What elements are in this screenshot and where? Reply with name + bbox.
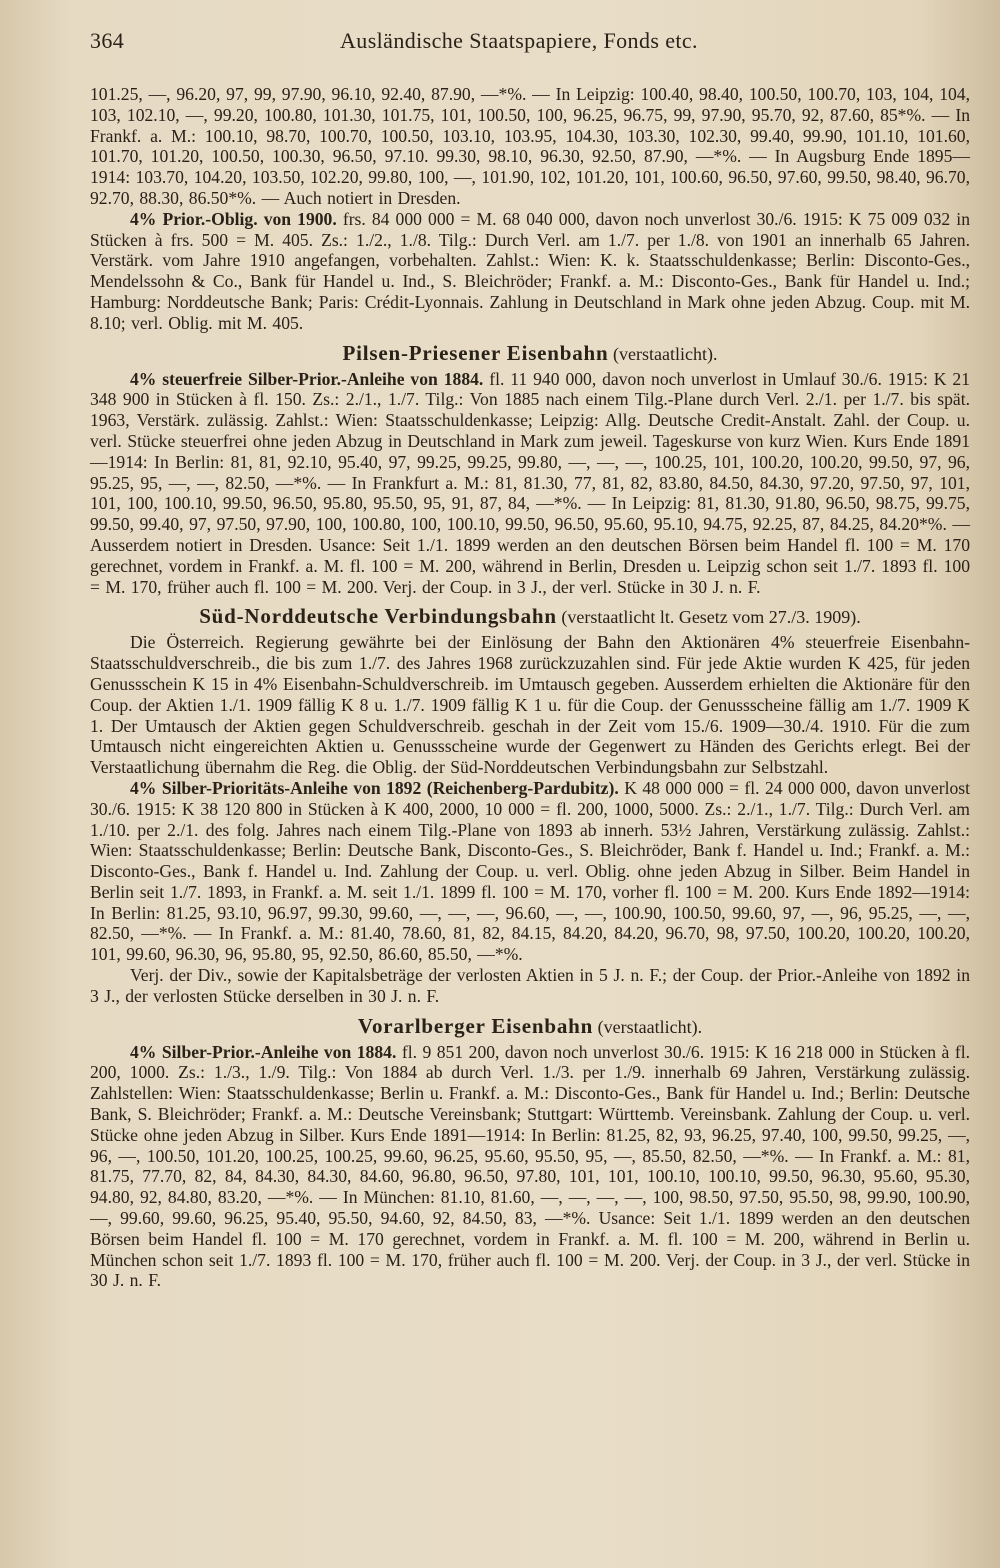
page-number: 364 <box>90 28 125 53</box>
section-paragraph-text: K 48 000 000 = fl. 24 000 000, davon unverlost 30./6. 1915: K 38 120 800 in Stücken à K 400, 2000, 10 000 = fl. 200, 1000, 5000. Zs.: 2./1., 1./7. Tilg.: Durch Verl. am 1./10. per 2./1. des folg. Jahres nach einem Tilg.-Plane von 1893 ab innerh. 53½ Jahren, Verstärkung zulässig. Zahlst.: Wien: Staatsschuldenkasse; Berlin: Deutsche Bank, Disconto-Ges., S. Bleichröder, Bank f. Handel u. Ind.; Frankf. a. M.: Disconto-Ges., Bank f. Handel u. Ind. Zahlung der Coup. u. verl. Oblig. ohne jeden Abzug in Silber. Beim Handel in Berlin seit 1./7. 1893, in Frankf. a. M. seit 1./1. 1899 fl. 100 = M. 170, vorher fl. 100 = M. 200. Kurs Ende 1892—1914: In Berlin: 81.25, 93.10, 96.97, 99.30, 99.60, —, —, —, 96.60, —, —, 100.90, 100.50, 99.60, 97, —, 96, 95.25, —, —, 82.50, —*%. — In Frankf. a. M.: 81.40, 78.60, 81, 82, 84.15, 84.20, 84.20, 96.70, 98, 97.50, 100.20, 100.20, 100.20, 101, 99.60, 96.30, 96, 95.80, 95, 92.50, 86.60, 85.50, —*%. <box>90 777 970 965</box>
intro-paragraph-2 <box>90 209 970 334</box>
section-paragraph-text: fl. 9 851 200, davon noch unverlost 30./6. 1915: K 16 218 000 in Stücken à fl. 200, 1000. Zs.: 1./3., 1./9. Tilg.: Von 1884 ab durch Verl. 1./3. per 1./9. innerhalb 69 Jahren, Verstärkung zulässig. Zahlstellen: Wien: Staatsschuldenkasse; Berlin u. Frankf. a. M.: Disconto-Ges., Bank für Handel u. Ind.; Berlin: Deutsche Bank, S. Bleichröder; Frankf. a. M.: Deutsche Vereinsbank; Stuttgart: Württemb. Vereinsbank. Zahlung der Coup. u. verl. Stücke ohne jeden Abzug in Silber. Kurs Ende 1891—1914: In Berlin: 81.25, 82, 93, 96.25, 97.40, 100, 99.50, 99.25, —, 96, —, 100.50, 101.20, 100.25, 100.25, 99.60, 96.25, 95.60, 95.50, 95, —, 85.50, 82.50, —*%. — In Frankf. a. M.: 81, 81.75, 77.70, 82, 84, 84.30, 84.30, 84.60, 96.80, 96.50, 97.80, 101, 101, 100.10, 100.10, 99.50, 96.30, 95.60, 95.30, 94.80, 92, 84.80, 83.20, —*%. — In München: 81.10, 81.60, —, —, —, —, 100, 98.50, 97.50, 95.50, 98, 99.90, 100.90, —, 99.60, 99.60, 96.25, 95.40, 95.50, 94.60, 92, 84.50, 83, —*%. Usance: Seit 1./1. 1899 werden an den deutschen Börsen beim Handel fl. 100 = M. 170 gerechnet, vordem in Frankf. a. M. fl. 100 = M. 200, während in Berlin u. München schon seit 1./7. 1893 fl. 100 = M. 170, früher auch fl. 100 = M. 200. Verj. der Coup. in 3 J., der verl. Stücke in 30 J. n. F. <box>90 1041 970 1291</box>
section-heading-vorarlberger <box>90 1015 970 1038</box>
section-note: (verstaatlicht). <box>593 1016 703 1037</box>
section-paragraph-lead: 4% steuerfreie Silber-Prior.-Anleihe von 1884. <box>130 368 484 389</box>
section-paragraph-lead: 4% Silber-Prioritäts-Anleihe von 1892 (Reichenberg-Pardubitz). <box>130 777 619 798</box>
section-paragraph: Verj. der Div., sowie der Kapitalsbeträge der verlosten Aktien in 5 J. n. F.; der Coup. der Prior.-Anleihe von 1892 in 3 J., der verlosten Stücke derselben in 30 J. n. F. <box>90 965 970 1006</box>
intro-paragraph-2-text: frs. 84 000 000 = M. 68 040 000, davon noch unverlost 30./6. 1915: K 75 009 032 in Stücken à frs. 500 = M. 405. Zs.: 1./2., 1./8. Tilg.: Durch Verl. am 1./7. per 1./8. von 1901 an innerhalb 65 Jahren. Verstärk. vom Jahre 1910 angefangen, vorbehalten. Zahlst.: Wien: K. k. Staatsschuldenkasse; Berlin: Disconto-Ges., Mendelssohn & Co., Bank für Handel u. Ind., S. Bleichröder; Frankf. a. M.: Disconto-Ges., Bank für Handel u. Ind.; Hamburg: Norddeutsche Bank; Paris: Crédit-Lyonnais. Zahlung in Deutschland in Mark ohne jeden Abzug. Coup. mit M. 8.10; verl. Oblig. mit M. 405. <box>90 208 970 333</box>
section-heading-pilsen <box>90 342 970 365</box>
section-title: Pilsen-Priesener Eisenbahn <box>342 340 609 365</box>
section-heading-sued-norddeutsche <box>90 605 970 628</box>
section-paragraph-lead: 4% Silber-Prior.-Anleihe von 1884. <box>130 1041 397 1062</box>
section-note: (verstaatlicht). <box>608 343 718 364</box>
section-paragraph <box>90 778 970 965</box>
section-paragraph-text: fl. 11 940 000, davon noch unverlost in Umlauf 30./6. 1915: K 21 348 900 in Stücken à fl. 150. Zs.: 2./1., 1./7. Tilg.: Von 1885 nach einem Tilg.-Plane durch Verl. 2./1. per 1./7. bis spät. 1963, Verstärk. zulässig. Zahlst.: Wien: Staatsschuldenkasse; Leipzig: Allg. Deutsche Credit-Anstalt. Zahl. der Coup. u. verl. Stücke steuerfrei ohne jeden Abzug in Deutschland in Mark zum jeweil. Tageskurse von kurz Wien. Kurs Ende 1891—1914: In Berlin: 81, 81, 92.10, 95.40, 97, 99.25, 99.25, 99.80, —, —, —, 100.25, 101, 100.20, 100.20, 99.50, 97, 96, 95.25, 95, —, —, 82.50, —*%. — In Frankfurt a. M.: 81, 81.30, 77, 81, 82, 83.80, 84.50, 84.30, 97.20, 97.50, 97, 101, 101, 100, 100.10, 99.50, 96.50, 95.80, 95.50, 95, 91, 87, 84, —*%. — In Leipzig: 81, 81.30, 91.80, 96.50, 98.75, 99.75, 99.50, 99.40, 97, 97.50, 97.90, 100, 100.80, 100, 100.10, 99.50, 96.50, 95.60, 95.10, 94.75, 92.25, 87, 84.25, 84.20*%. — Ausserdem notiert in Dresden. Usance: Seit 1./1. 1899 werden an den deutschen Börsen beim Handel fl. 100 = M. 170 gerechnet, vordem in Frankf. a. M. fl. 100 = M. 200, während in Berlin, Dresden u. Leipzig schon seit 1./7. 1893 fl. 100 = M. 170, früher auch fl. 100 = M. 200. Verj. der Coup. in 3 J., der verl. Stücke in 30 J. n. F. <box>90 368 970 597</box>
intro-paragraph-1: 101.25, —, 96.20, 97, 99, 97.90, 96.10, 92.40, 87.90, —*%. — In Leipzig: 100.40, 98.40, 100.50, 100.70, 103, 104, 104, 103, 102.10, —, 99.20, 100.80, 101.30, 101.75, 101, 100.50, 100, 96.25, 96.75, 99, 97.90, 95.70, 92, 87.60, 85*%. — In Frankf. a. M.: 100.10, 98.70, 100.70, 100.50, 103.10, 103.95, 104.30, 103.30, 102.30, 99.40, 99.90, 101.10, 101.60, 101.70, 101.20, 100.50, 100.30, 96.50, 97.10. 99.30, 98.10, 96.30, 92.50, 87.90, —*%. — In Augsburg Ende 1895—1914: 103.70, 104.20, 103.50, 102.20, 99.80, 100, —, 101.90, 102, 101.20, 101, 100.60, 96.50, 97.60, 99.50, 98.40, 96.70, 92.70, 88.30, 86.50*%. — Auch notiert in Dresden. <box>90 84 970 208</box>
section-note: (verstaatlicht lt. Gesetz vom 27./3. 1909). <box>556 607 861 628</box>
running-head <box>90 28 970 68</box>
section-title: Vorarlberger Eisenbahn <box>357 1013 594 1038</box>
intro-paragraph-2-lead: 4% Prior.-Oblig. von 1900. <box>130 208 337 229</box>
section-paragraph <box>90 1042 970 1292</box>
running-title: Ausländische Staatspapiere, Fonds etc. <box>340 28 698 53</box>
section-paragraph <box>90 369 970 598</box>
section-title: Süd-Norddeutsche Verbindungsbahn <box>199 604 557 629</box>
section-paragraph: Die Österreich. Regierung gewährte bei der Einlösung der Bahn den Aktionären 4% steuerfreie Eisenbahn-Staatsschuldverschreib., die bis zum 1./7. des Jahres 1968 zurückzuzahlen sind. Für jede Aktie wurden K 425, für jeden Genussschein K 15 in 4% Eisenbahn-Schuldverschreib. im Umtausch gegeben. Ausserdem erhielten die Aktionäre für den Coup. der Aktien 1./1. 1909 fällig K 8 u. 1./7. 1909 fällig K 1 u. für die Coup. der Genussscheine fällig am 1./7. 1909 K 1. Der Umtausch der Aktien gegen Schuldverschreib. geschah in der Zeit vom 15./6. 1909—30./4. 1910. Für die zum Umtausch nicht eingereichten Aktien u. Genussscheine wurde der Gegenwert zu Händen des Gerichts erlegt. Bei der Verstaatlichung übernahm die Reg. die Oblig. der Süd-Norddeutschen Verbindungsbahn zur Selbstzahl. <box>90 632 970 778</box>
